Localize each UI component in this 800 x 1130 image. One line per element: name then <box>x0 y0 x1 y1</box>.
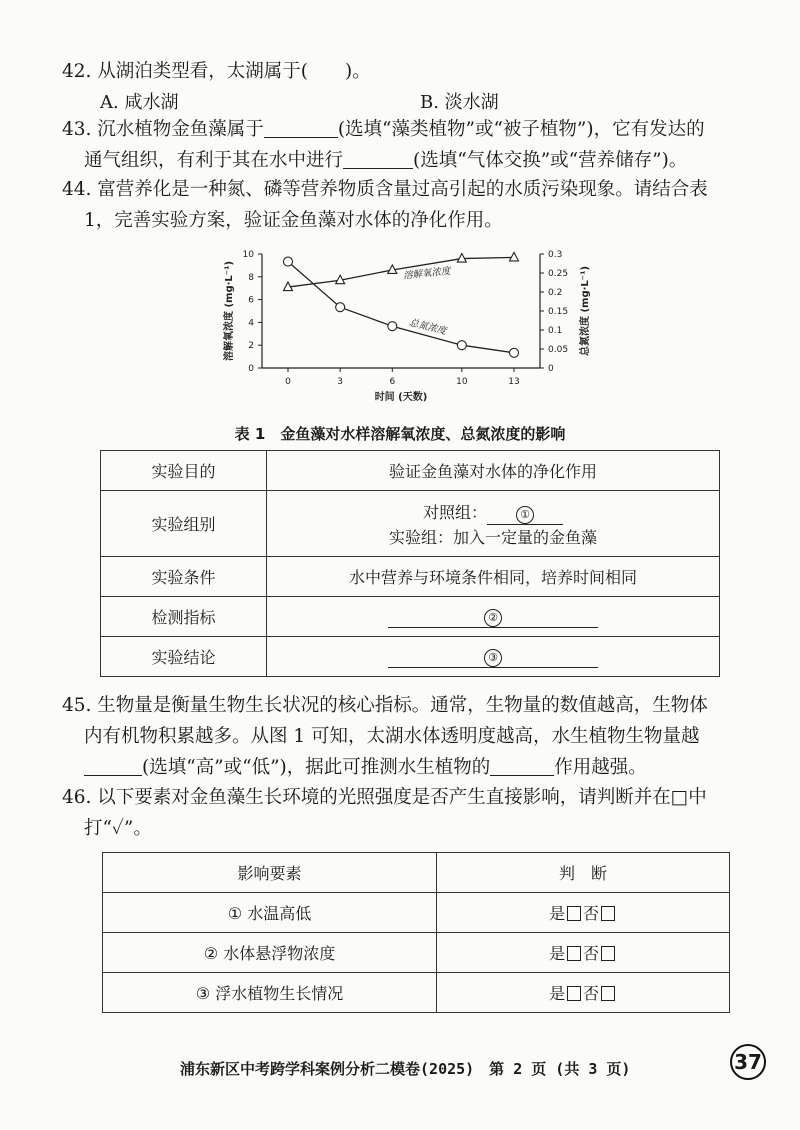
no-checkbox[interactable] <box>601 986 615 1001</box>
row-label: 实验条件 <box>101 557 267 597</box>
question-43 <box>62 114 740 176</box>
q44-line-2: 1，完善实验方案，验证金鱼藻对水体的净化作用。 <box>84 210 503 231</box>
yes-label: 是 <box>548 904 565 923</box>
yes-checkbox[interactable] <box>567 986 581 1001</box>
experiment-group-text: 实验组：加入一定量的金鱼藻 <box>388 527 597 547</box>
answer-blank[interactable] <box>264 117 338 138</box>
answer-blank[interactable] <box>490 755 554 776</box>
data-point-triangle <box>510 252 519 261</box>
y-tick-label-left: 4 <box>248 318 254 329</box>
q42-stem: 42. 从湖泊类型看，太湖属于( )。 <box>62 61 371 82</box>
question-45 <box>62 690 740 783</box>
data-point-circle <box>510 348 519 357</box>
no-label: 否 <box>583 984 600 1003</box>
y-tick-label-right: 0.2 <box>548 288 563 298</box>
x-tick-label: 3 <box>337 377 344 387</box>
y-tick-label-right: 0.15 <box>548 307 569 317</box>
table-row <box>101 597 720 637</box>
y-tick-label-right: 0.05 <box>548 345 569 355</box>
answer-blank-2[interactable] <box>388 606 598 628</box>
q44-line-1: 44. 富营养化是一种氮、磷等营养物质含量过高引起的水质污染现象。请结合表 <box>62 179 708 200</box>
row-label: 检测指标 <box>101 597 267 637</box>
q42-option-b: B. 淡水湖 <box>420 92 499 113</box>
row-value <box>267 597 720 637</box>
q45-line-2: 内有机物积累越多。从图 1 可知，太湖水体透明度越高，水生植物生物量越 <box>84 726 700 747</box>
series-label: 溶解氧浓度 <box>402 265 452 282</box>
q43-text-2: (选填“藻类植物”或“被子植物”)，它有发达的 <box>337 119 705 140</box>
row-value <box>267 491 720 557</box>
yes-checkbox[interactable] <box>567 906 581 921</box>
yes-label: 是 <box>548 944 565 963</box>
x-tick-label: 6 <box>389 377 396 387</box>
y-tick-label-right: 0.1 <box>548 326 563 336</box>
judgement-table <box>102 852 730 1013</box>
no-label: 否 <box>583 944 600 963</box>
table-header-row <box>103 853 730 893</box>
y-axis-label-right: 总氮浓度 (mg·L⁻¹) <box>580 265 591 357</box>
y-tick-label-left: 10 <box>242 250 254 260</box>
factor-cell: ③ 浮水植物生长情况 <box>103 973 437 1013</box>
q45-text-3a: (选填“高”或“低”)，据此可推测水生植物的 <box>142 757 491 778</box>
question-42 <box>62 56 740 87</box>
row-value: 水中营养与环境条件相同，培养时间相同 <box>267 557 720 597</box>
question-46 <box>62 782 740 844</box>
answer-blank-1[interactable] <box>487 503 563 525</box>
y-tick-label-right: 0.3 <box>548 250 563 260</box>
x-axis-label: 时间 (天数) <box>374 392 428 403</box>
judge-cell <box>437 973 730 1013</box>
row-value <box>267 637 720 677</box>
q46-line-1: 46. 以下要素对金鱼藻生长环境的光照强度是否产生直接影响，请判断并在□中 <box>62 787 707 808</box>
header-factor: 影响要素 <box>103 853 437 893</box>
q45-text-3b: 作用越强。 <box>554 757 647 778</box>
yes-label: 是 <box>548 984 565 1003</box>
x-tick-label: 13 <box>508 377 520 387</box>
data-point-circle <box>457 341 466 350</box>
table-row <box>101 557 720 597</box>
page-footer: 浦东新区中考跨学科案例分析二模卷(2025) 第 2 页 (共 3 页) <box>180 1060 631 1078</box>
answer-blank[interactable] <box>343 148 413 169</box>
blank-marker: ③ <box>484 649 502 667</box>
factor-cell: ① 水温高低 <box>103 893 437 933</box>
series-line <box>288 257 514 287</box>
q43-text-1: 43. 沉水植物金鱼藻属于 <box>62 119 264 140</box>
y-tick-label-left: 8 <box>248 272 254 283</box>
table-1-caption: 表 1 金鱼藻对水样溶解氧浓度、总氮浓度的影响 <box>234 425 566 443</box>
series-line <box>288 262 514 353</box>
yes-checkbox[interactable] <box>567 946 581 961</box>
table-row <box>101 637 720 677</box>
oxygen-nitrogen-chart <box>210 240 600 410</box>
table-row <box>103 973 730 1013</box>
page-number: 37 <box>730 1044 766 1080</box>
no-checkbox[interactable] <box>601 946 615 961</box>
table-row <box>103 933 730 973</box>
data-point-circle <box>284 257 293 266</box>
q45-line-1: 45. 生物量是衡量生物生长状况的核心指标。通常，生物量的数值越高，生物体 <box>62 695 708 716</box>
y-axis-label-left: 溶解氧浓度 (mg·L⁻¹) <box>224 260 235 362</box>
answer-blank-3[interactable] <box>388 646 598 668</box>
blank-marker: ② <box>484 609 502 627</box>
no-checkbox[interactable] <box>601 906 615 921</box>
q43-text-4: (选填“气体交换”或“营养储存”)。 <box>413 150 688 171</box>
judge-cell <box>437 933 730 973</box>
y-tick-label-left: 2 <box>248 341 254 352</box>
x-tick-label: 0 <box>285 377 291 387</box>
table-row <box>101 451 720 491</box>
data-point-circle <box>336 303 345 312</box>
row-label: 实验结论 <box>101 637 267 677</box>
y-tick-label-left: 0 <box>248 364 254 374</box>
answer-blank[interactable] <box>84 755 142 776</box>
y-tick-label-left: 6 <box>248 295 254 306</box>
data-point-circle <box>388 322 397 331</box>
row-value: 验证金鱼藻对水体的净化作用 <box>267 451 720 491</box>
row-label: 实验组别 <box>101 491 267 557</box>
judge-cell <box>437 893 730 933</box>
factor-cell: ② 水体悬浮物浓度 <box>103 933 437 973</box>
q42-option-a: A. 咸水湖 <box>100 92 179 113</box>
header-judge: 判 断 <box>437 853 730 893</box>
q43-text-3: 通气组织，有利于其在水中进行 <box>84 150 344 171</box>
table-row <box>101 491 720 557</box>
q46-line-2: 打“✓”。 <box>84 818 152 839</box>
table-row <box>103 893 730 933</box>
series-label: 总氮浓度 <box>407 317 448 338</box>
question-44 <box>62 174 740 236</box>
data-point-triangle <box>457 254 466 263</box>
y-tick-label-right: 0 <box>548 364 554 374</box>
experiment-table <box>100 450 720 677</box>
control-group-label: 对照组： <box>422 502 487 522</box>
no-label: 否 <box>583 904 600 923</box>
y-tick-label-right: 0.25 <box>548 269 569 279</box>
row-label: 实验目的 <box>101 451 267 491</box>
x-tick-label: 10 <box>456 377 468 387</box>
blank-marker: ① <box>516 506 534 524</box>
